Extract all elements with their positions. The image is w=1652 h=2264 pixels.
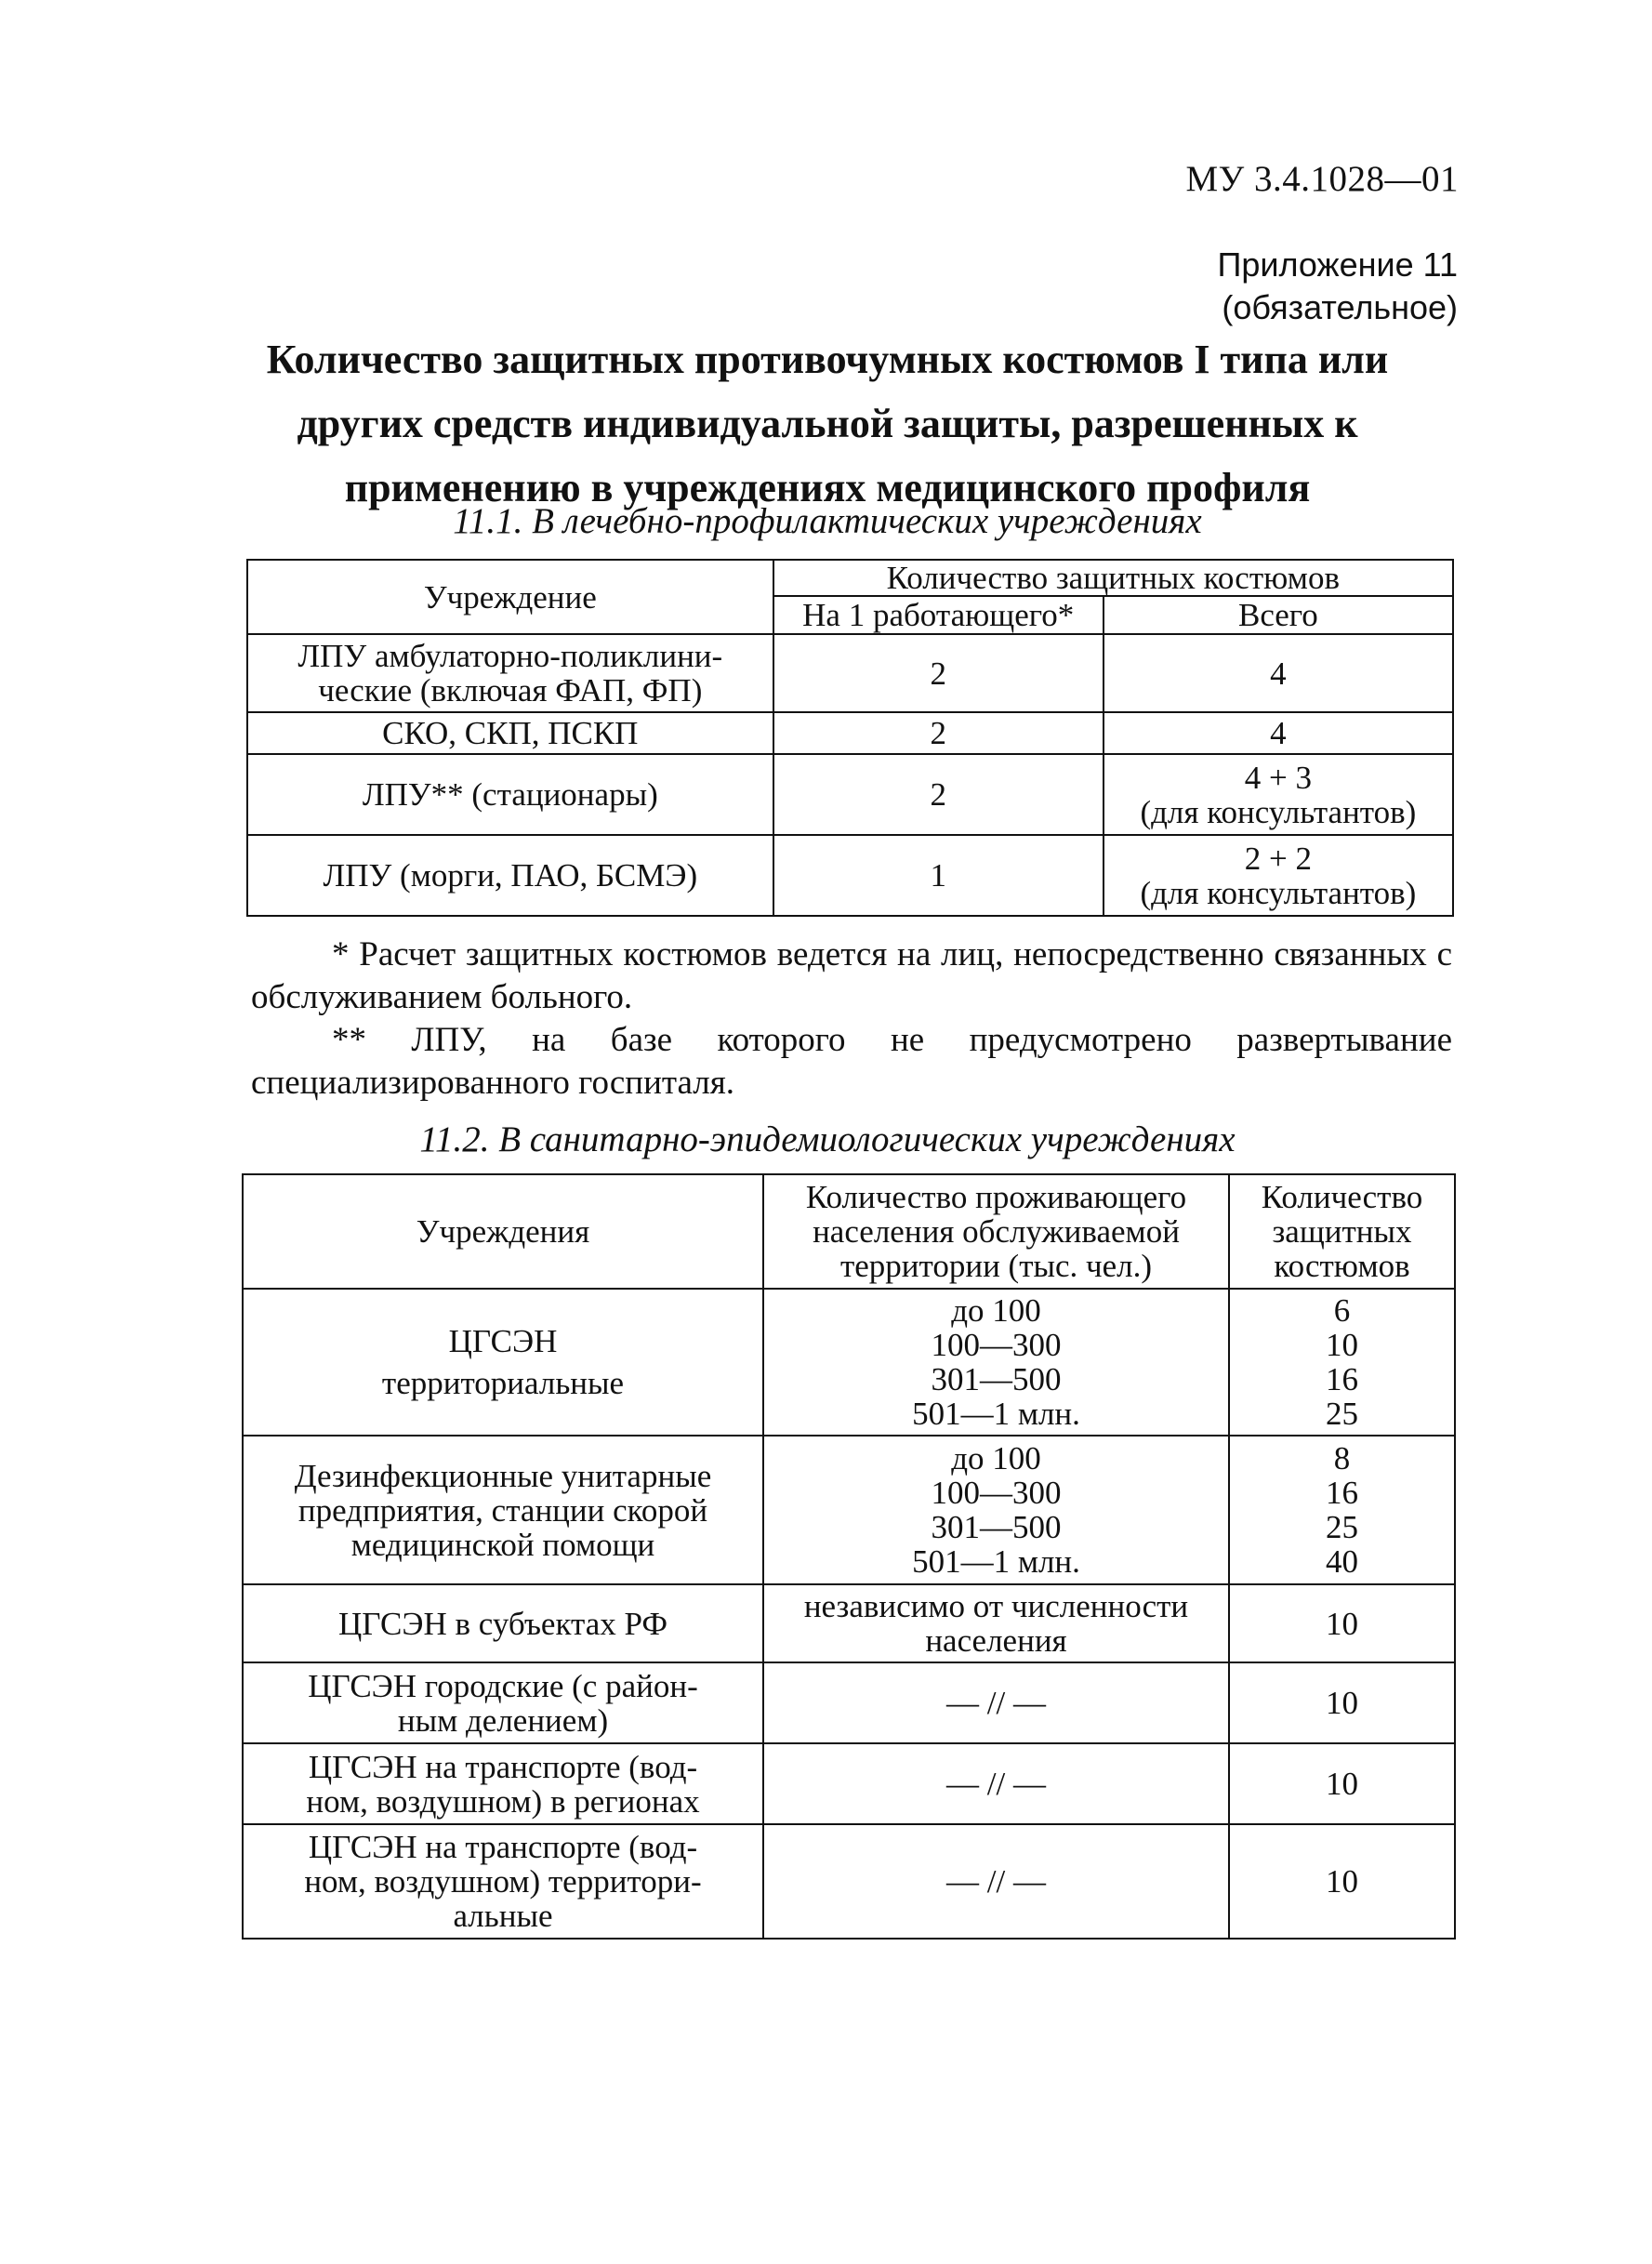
cell-count (1229, 1436, 1455, 1584)
cell-count (1229, 1289, 1455, 1436)
cell-per-worker: 2 (773, 634, 1104, 712)
header-population (763, 1174, 1229, 1289)
cell-count (1229, 1743, 1455, 1824)
cell-line: ЛПУ (морги, ПАО, БСМЭ) (323, 857, 698, 894)
footnote-2: ** ЛПУ, на базе которого не предусмотрено развертывание специализированного госпиталя. (251, 1021, 1452, 1102)
cell-institution (247, 712, 773, 754)
cell-institution (243, 1662, 763, 1743)
cell-institution (247, 835, 773, 916)
table-row (247, 754, 1453, 835)
cell-line: ческие (включая ФАП, ФП) (318, 672, 703, 708)
cell-line: 501—1 млн. (912, 1396, 1080, 1432)
title-line: применению в учреждениях медицинского профиля (344, 465, 1311, 510)
cell-line: ным делением) (397, 1701, 609, 1739)
table-row (243, 1584, 1455, 1662)
cell-per-worker: 1 (773, 835, 1104, 916)
table-row (243, 1436, 1455, 1584)
cell-line: (для консультантов) (1140, 874, 1417, 911)
cell-per-worker: 2 (773, 754, 1104, 835)
cell-line: 4 (1270, 715, 1287, 751)
cell-line: 301—500 (931, 1361, 1062, 1397)
document-title (214, 327, 1441, 520)
title-line: Количество защитных противочумных костюмов I типа или (266, 337, 1389, 382)
section2-subtitle: 11.2. В санитарно-эпидемиологических учреждениях (419, 1119, 1236, 1159)
cell-total (1104, 835, 1453, 916)
table-row (243, 1289, 1455, 1436)
cell-count (1229, 1662, 1455, 1743)
cell-line: населения обслуживаемой (813, 1213, 1180, 1250)
table-sanepid (242, 1173, 1456, 1940)
cell-line: ЛПУ амбулаторно-поликлини- (297, 638, 723, 674)
table-row (243, 1662, 1455, 1743)
cell-line: ЦГСЭН в субъектах РФ (337, 1605, 668, 1642)
cell-line: 10 (1326, 1327, 1358, 1363)
cell-line: ЛПУ** (стационары) (362, 776, 658, 813)
cell-line: 301—500 (931, 1509, 1062, 1545)
header-institutions: Учреждения (243, 1174, 763, 1289)
cell-line: 25 (1326, 1509, 1358, 1545)
cell-line: — // — (946, 1863, 1046, 1900)
cell-line: 16 (1326, 1475, 1358, 1511)
cell-line: ном, воздушном) в регионах (306, 1782, 700, 1820)
table-row (243, 1743, 1455, 1824)
appendix-label-block (1217, 244, 1458, 329)
header-institution: Учреждение (247, 560, 773, 634)
cell-line: 100—300 (931, 1327, 1062, 1363)
cell-line: ЦГСЭН городские (с район- (308, 1667, 698, 1704)
cell-total (1104, 712, 1453, 754)
cell-line: — // — (946, 1685, 1046, 1721)
cell-line: костюмов (1274, 1248, 1410, 1284)
cell-line: медицинской помощи (350, 1526, 655, 1563)
cell-line: 10 (1326, 1863, 1358, 1900)
cell-institution (243, 1743, 763, 1824)
cell-line: 4 + 3 (1244, 759, 1313, 796)
cell-per-worker: 2 (773, 712, 1104, 754)
cell-population (763, 1824, 1229, 1939)
cell-total (1104, 754, 1453, 835)
cell-line: 25 (1326, 1396, 1358, 1432)
cell-total (1104, 634, 1453, 712)
cell-line: предприятия, станции скорой (297, 1491, 708, 1529)
cell-line: 6 (1333, 1292, 1351, 1329)
cell-count (1229, 1824, 1455, 1939)
cell-line: 10 (1326, 1685, 1358, 1721)
header-count-group: Количество защитных костюмов (773, 560, 1453, 596)
cell-line: — // — (946, 1766, 1046, 1802)
cell-line: 40 (1326, 1543, 1358, 1580)
table-row (247, 835, 1453, 916)
cell-line: (для консультантов) (1140, 793, 1417, 830)
cell-institution (243, 1436, 763, 1584)
cell-line: ЦГСЭН (448, 1323, 558, 1359)
section1-subtitle: 11.1. В лечебно-профилактических учреждениях (453, 501, 1202, 541)
cell-institution (243, 1289, 763, 1436)
cell-population (763, 1584, 1229, 1662)
header-per-worker: На 1 работающего* (773, 596, 1104, 634)
appendix-note: (обязательное) (1222, 288, 1458, 326)
cell-line: до 100 (951, 1440, 1041, 1476)
cell-line: 501—1 млн. (912, 1543, 1080, 1580)
cell-line: 16 (1326, 1361, 1358, 1397)
cell-line: до 100 (951, 1292, 1041, 1329)
header-total: Всего (1104, 596, 1453, 634)
cell-line: 10 (1326, 1605, 1358, 1642)
cell-institution (247, 634, 773, 712)
table-row (247, 712, 1453, 754)
cell-line: ЦГСЭН на транспорте (вод- (308, 1829, 698, 1865)
cell-line: альные (453, 1898, 553, 1934)
appendix-label: Приложение 11 (1217, 245, 1458, 284)
cell-line: 4 (1270, 655, 1287, 692)
cell-line: территориальные (381, 1365, 625, 1401)
cell-count (1229, 1584, 1455, 1662)
cell-line: 100—300 (931, 1475, 1062, 1511)
footnote-1: * Расчет защитных костюмов ведется на лиц, непосредственно связанных с обслуживанием больного. (251, 935, 1452, 1016)
document-code: МУ 3.4.1028—01 (1185, 159, 1459, 199)
cell-line: Количество (1261, 1179, 1423, 1215)
cell-line: независимо от численности (803, 1588, 1189, 1624)
cell-line: защитных (1272, 1213, 1412, 1250)
cell-line: территории (тыс. чел.) (839, 1248, 1153, 1284)
table-row (247, 634, 1453, 712)
table-lpu (246, 559, 1454, 917)
cell-population (763, 1662, 1229, 1743)
cell-population (763, 1743, 1229, 1824)
cell-population (763, 1436, 1229, 1584)
cell-line: СКО, СКП, ПСКП (382, 715, 639, 751)
cell-population (763, 1289, 1229, 1436)
cell-institution (243, 1584, 763, 1662)
cell-institution (243, 1824, 763, 1939)
cell-line: 2 + 2 (1244, 840, 1313, 877)
cell-line: 10 (1326, 1766, 1358, 1802)
header-count (1229, 1174, 1455, 1289)
cell-line: населения (925, 1622, 1067, 1659)
cell-line: Количество проживающего (805, 1179, 1187, 1215)
cell-line: 8 (1333, 1440, 1351, 1476)
table-row (243, 1824, 1455, 1939)
cell-institution (247, 754, 773, 835)
cell-line: ном, воздушном) территори- (304, 1863, 702, 1900)
cell-line: Дезинфекционные унитарные (294, 1457, 712, 1494)
title-line: других средств индивидуальной защиты, разрешенных к (297, 401, 1358, 446)
cell-line: ЦГСЭН на транспорте (вод- (308, 1748, 698, 1785)
